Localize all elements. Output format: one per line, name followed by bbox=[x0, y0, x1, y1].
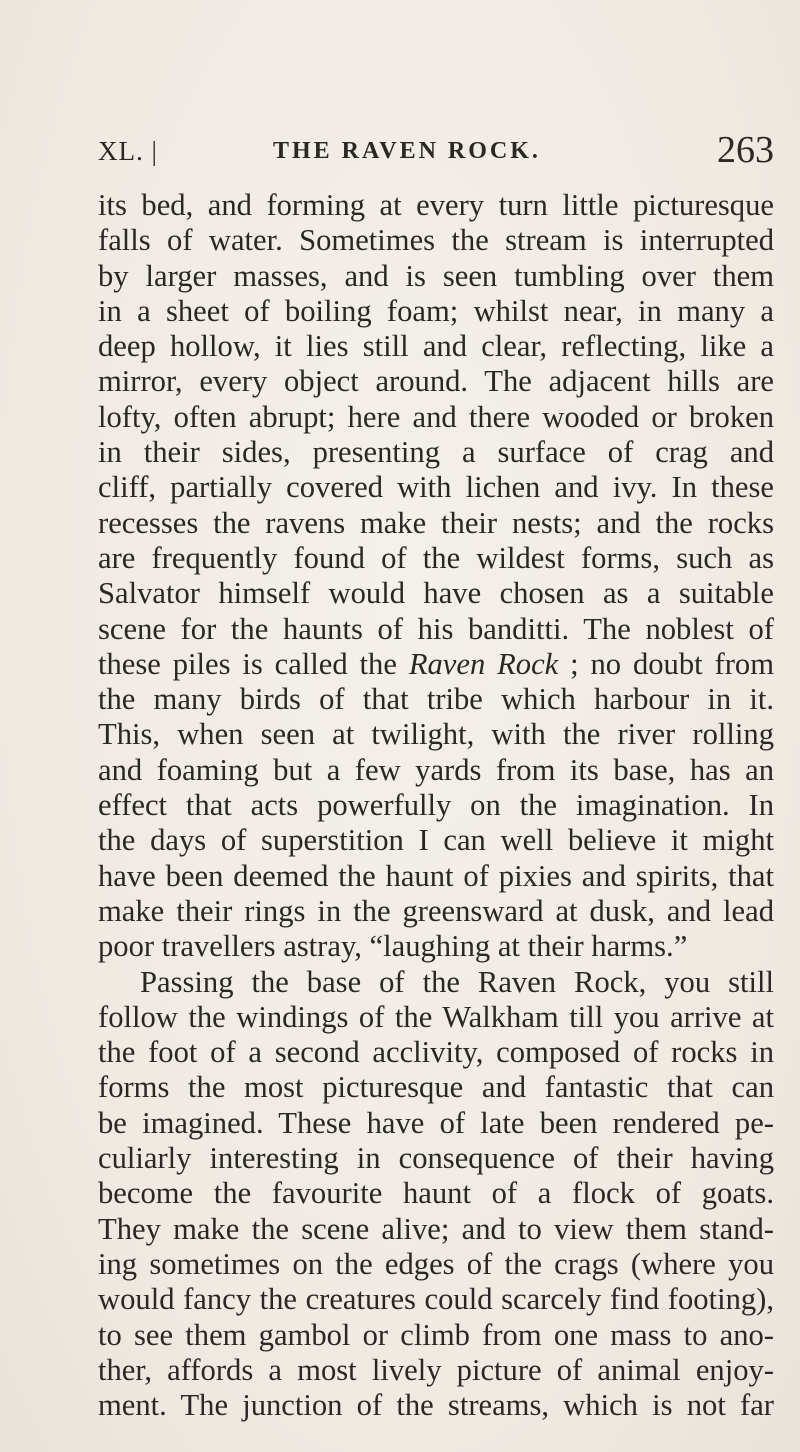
running-head bbox=[98, 129, 774, 176]
text-line: by larger masses, and is seen tumbling over them bbox=[98, 258, 774, 293]
text-line: effect that acts powerfully on the imagination. In bbox=[98, 788, 774, 823]
text-line: follow the windings of the Walkham till you arrive at bbox=[98, 999, 774, 1034]
text-line: ing sometimes on the edges of the crags (where you bbox=[98, 1246, 774, 1281]
text-line: the foot of a second acclivity, composed of rocks in bbox=[98, 1035, 774, 1070]
text-line: are frequently found of the wildest forms, such as bbox=[98, 540, 774, 575]
text-line: culiarly interesting in consequence of their having bbox=[98, 1141, 774, 1176]
text-line: in their sides, presenting a surface of crag and bbox=[98, 435, 774, 470]
text-line: to see them gambol or climb from one mass to ano- bbox=[98, 1317, 774, 1352]
text-segment: ; no doubt from bbox=[558, 646, 774, 681]
paragraph-end-line: poor travellers astray, “laughing at their harms.” bbox=[98, 929, 688, 964]
text-line: become the favourite haunt of a flock of goats. bbox=[98, 1176, 774, 1211]
page-number: 263 bbox=[717, 129, 774, 171]
text-line: scene for the haunts of his banditti. The noblest of bbox=[98, 611, 774, 646]
text-line: the many birds of that tribe which harbour in it. bbox=[98, 682, 774, 717]
body-text bbox=[98, 188, 774, 1423]
paragraph-start-line: Passing the base of the Raven Rock, you still bbox=[140, 964, 774, 999]
text-line: its bed, and forming at every turn little picturesque bbox=[98, 188, 774, 222]
text-line: This, when seen at twilight, with the river rolling bbox=[98, 717, 774, 752]
text-line: Salvator himself would have chosen as a suitable bbox=[98, 576, 774, 611]
text-line: and foaming but a few yards from its base, has an bbox=[98, 752, 774, 787]
text-line: deep hollow, it lies still and clear, reflecting, like a bbox=[98, 329, 774, 364]
text-line: mirror, every object around. The adjacent hills are bbox=[98, 364, 774, 399]
text-line: cliff, partially covered with lichen and ivy. In these bbox=[98, 470, 774, 505]
text-line: the days of superstition I can well believe it might bbox=[98, 823, 774, 858]
text-line: They make the scene alive; and to view them stand- bbox=[98, 1211, 774, 1246]
text-line: lofty, often abrupt; here and there wooded or broken bbox=[98, 399, 774, 434]
text-segment: these piles is called the bbox=[98, 646, 409, 681]
text-line: would fancy the creatures could scarcely find footing), bbox=[98, 1282, 774, 1317]
text-line: be imagined. These have of late been rendered pe- bbox=[98, 1105, 774, 1140]
text-line: ment. The junction of the streams, which is not far bbox=[98, 1388, 774, 1423]
text-line: make their rings in the greensward at dusk, and lead bbox=[98, 893, 774, 928]
text-line: in a sheet of boiling foam; whilst near, in many a bbox=[98, 293, 774, 328]
running-title: THE RAVEN ROCK. bbox=[273, 138, 541, 164]
text-line: recesses the ravens make their nests; and the rocks bbox=[98, 505, 774, 540]
text-line-with-italic bbox=[98, 647, 774, 682]
text-line: ther, affords a most lively picture of animal enjoy- bbox=[98, 1352, 774, 1387]
italic-phrase: Raven Rock bbox=[408, 646, 559, 681]
text-line: have been deemed the haunt of pixies and spirits, that bbox=[98, 858, 774, 893]
text-line: falls of water. Sometimes the stream is interrupted bbox=[98, 223, 774, 258]
text-line: forms the most picturesque and fantastic that can bbox=[98, 1070, 774, 1105]
chapter-number: XL. | bbox=[98, 136, 158, 166]
